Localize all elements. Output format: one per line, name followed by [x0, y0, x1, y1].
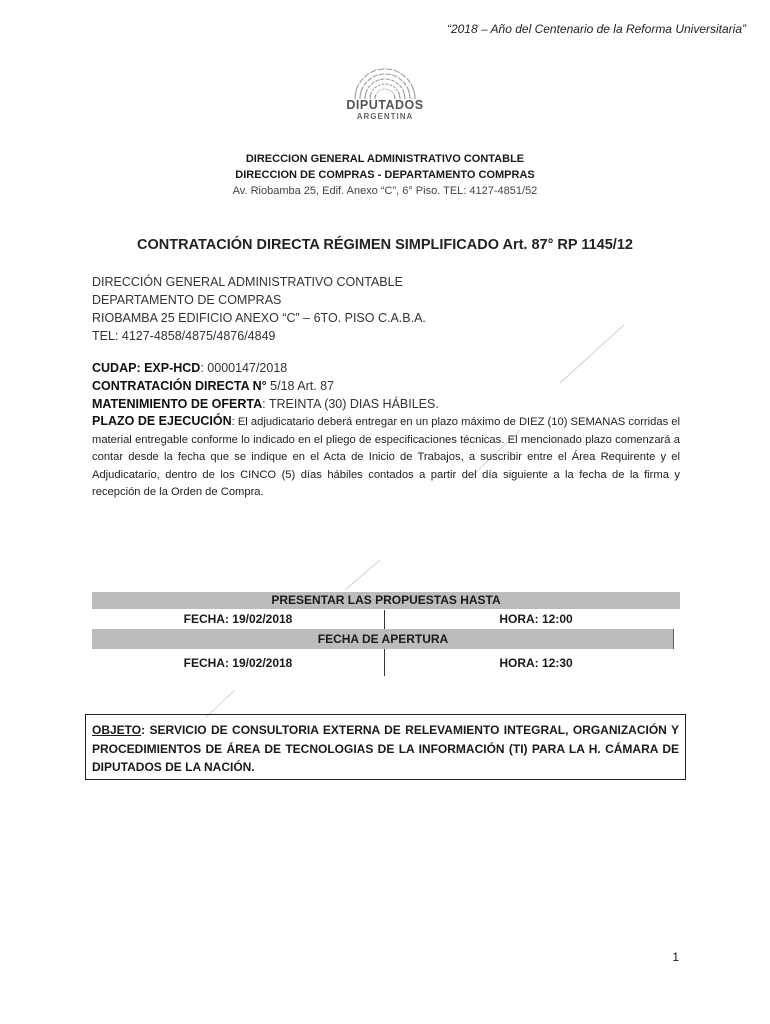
propuestas-header-row: PRESENTAR LAS PROPUESTAS HASTA: [92, 592, 680, 609]
cudap-label: CUDAP: EXP-HCD: [92, 361, 201, 375]
contact-block: [92, 273, 426, 345]
propuestas-hora: HORA: 12:00: [499, 612, 573, 626]
propuestas-row: [92, 609, 680, 629]
organization-header: [0, 151, 770, 199]
propuestas-fecha: FECHA: 19/02/2018: [183, 612, 293, 626]
table-divider-1: [384, 610, 385, 629]
contact-line-1: DIRECCIÓN GENERAL ADMINISTRATIVO CONTABLE: [92, 275, 403, 289]
header-quote: “2018 – Año del Centenario de la Reforma Universitaria”: [446, 22, 746, 36]
contact-line-2: DEPARTAMENTO DE COMPRAS: [92, 293, 282, 307]
org-address: Av. Riobamba 25, Edif. Anexo “C”, 6° Piso. TEL: 4127-4851/52: [232, 185, 538, 197]
contratacion-value: 5/18 Art. 87: [266, 379, 335, 393]
logo-country: ARGENTINA: [356, 112, 414, 121]
org-line-1: DIRECCION GENERAL ADMINISTRATIVO CONTABLE: [245, 153, 525, 165]
document-title: CONTRATACIÓN DIRECTA RÉGIMEN SIMPLIFICADO Art. 87° RP 1145/12: [137, 237, 633, 253]
cudap-line: [92, 359, 680, 377]
table-right-border: [673, 629, 674, 649]
oferta-label: MATENIMIENTO DE OFERTA: [92, 397, 263, 411]
apertura-hora: HORA: 12:30: [499, 656, 573, 670]
apertura-header-row: FECHA DE APERTURA: [92, 629, 674, 649]
org-line-2: DIRECCION DE COMPRAS - DEPARTAMENTO COMPRAS: [235, 169, 535, 181]
objeto-label: OBJETO: [92, 723, 142, 737]
apertura-row: [92, 652, 680, 674]
contact-line-3: RIOBAMBA 25 EDIFICIO ANEXO “C” – 6TO. PISO C.A.B.A.: [92, 311, 426, 325]
page-number: 1: [672, 950, 679, 964]
table-divider-2: [384, 649, 385, 676]
logo-name: DIPUTADOS: [346, 98, 424, 112]
plazo-text: : El adjudicatario deberá entregar en un plazo máximo de DIEZ (10) SEMANAS corridas el material entregable conforme lo indicado en el pliego de especificaciones técnicas. El mencionado plazo comenzará a contar desde la fecha que se indique en el Acta de Inicio de Trabajos, a suscribir entre el Área Requirente y el Adjudicatario, dentro de los CINCO (5) días hábiles contados a partir del día siguiente a la fecha de la firma y recepción de la Orden de Compra.: [92, 416, 680, 498]
objeto-box: [85, 714, 686, 780]
oferta-value: : TREINTA (30) DIAS HÁBILES.: [262, 397, 439, 411]
apertura-fecha: FECHA: 19/02/2018: [183, 656, 293, 670]
objeto-text: : SERVICIO DE CONSULTORIA EXTERNA DE RELEVAMIENTO INTEGRAL, ORGANIZACIÓN Y PROCEDIMIENTOS DE ÁREA DE TECNOLOGIAS DE LA INFORMACIÓN (TI) PARA LA H. CÁMARA DE DIPUTADOS DE LA NACIÓN.: [92, 723, 679, 774]
contratacion-line: [92, 377, 680, 395]
oferta-line: [92, 395, 680, 413]
contact-line-4: TEL: 4127-4858/4875/4876/4849: [92, 329, 276, 343]
plazo-label: PLAZO DE EJECUCIÓN: [92, 414, 232, 428]
procurement-info: [92, 359, 680, 413]
plazo-paragraph: [92, 413, 680, 502]
diputados-logo: [340, 66, 430, 136]
contratacion-label: CONTRATACIÓN DIRECTA N°: [92, 379, 267, 393]
cudap-value: : 0000147/2018: [200, 361, 288, 375]
chamber-arc-icon: [352, 66, 418, 100]
